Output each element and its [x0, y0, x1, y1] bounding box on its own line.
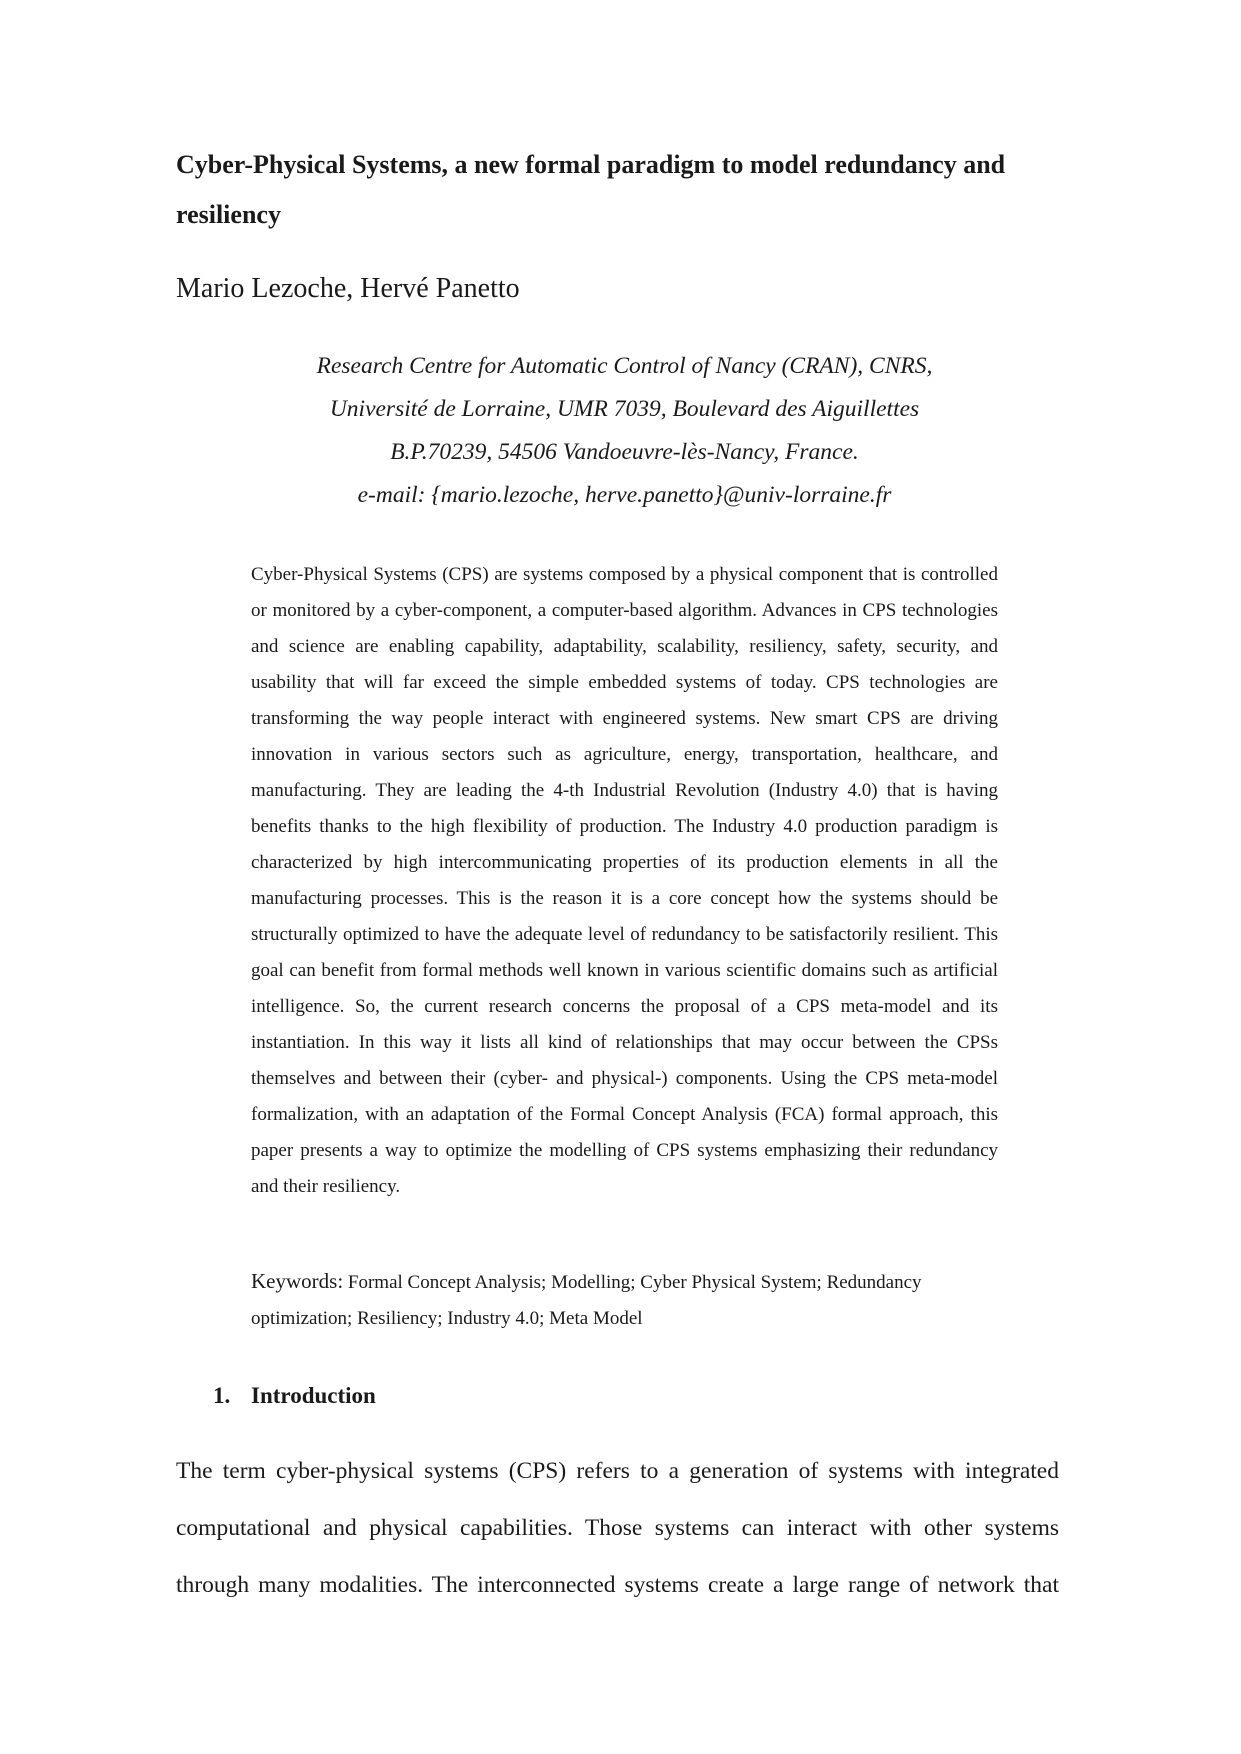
keywords-label: Keywords:	[251, 1269, 344, 1293]
author-list: Mario Lezoche, Hervé Panetto	[176, 273, 520, 304]
section-title: Introduction	[251, 1383, 376, 1408]
author-email: e-mail: {mario.lezoche, herve.panetto}@univ-lorraine.fr	[357, 482, 892, 508]
keywords	[251, 1263, 991, 1337]
affiliation-line: B.P.70239, 54506 Vandoeuvre-lès-Nancy, France.	[390, 439, 859, 465]
affiliation-block	[176, 345, 1073, 517]
section-heading	[213, 1380, 376, 1412]
keywords-text: Formal Concept Analysis; Modelling; Cyber Physical System; Redundancy optimization; Resiliency; Industry 4.0; Meta Model	[251, 1272, 922, 1329]
section-number: 1.	[213, 1383, 231, 1408]
body-paragraph: The term cyber-physical systems (CPS) refers to a generation of systems with integrated computational and physical capabilities. Those systems can interact with other systems through many modalities. The interconnected systems create a large range of network that	[176, 1458, 1059, 1598]
abstract: Cyber-Physical Systems (CPS) are systems composed by a physical component that is controlled or monitored by a cyber-component, a computer-based algorithm. Advances in CPS technologies and science are enabling capability, adaptability, scalability, resiliency, safety, security, and usability that will far exceed the simple embedded systems of today. CPS technologies are transforming the way people interact with engineered systems. New smart CPS are driving innovation in various sectors such as agriculture, energy, transportation, healthcare, and manufacturing. They are leading the 4-th Industrial Revolution (Industry 4.0) that is having benefits thanks to the high flexibility of production. The Industry 4.0 production paradigm is characterized by high intercommunicating properties of its production elements in all the manufacturing processes. This is the reason it is a core concept how the systems should be structurally optimized to have the adequate level of redundancy to be satisfactorily resilient. This goal can benefit from formal methods well known in various scientific domains such as artificial intelligence. So, the current research concerns the proposal of a CPS meta-model and its instantiation. In this way it lists all kind of relationships that may occur between the CPSs themselves and between their (cyber- and physical-) components. Using the CPS meta-model formalization, with an adaptation of the Formal Concept Analysis (FCA) formal approach, this paper presents a way to optimize the modelling of CPS systems emphasizing their redundancy and their resiliency.	[251, 564, 998, 1197]
affiliation-line: Université de Lorraine, UMR 7039, Boulevard des Aiguillettes	[329, 396, 920, 422]
paper-title: Cyber-Physical Systems, a new formal paradigm to model redundancy and resiliency	[176, 150, 1006, 229]
affiliation-line: Research Centre for Automatic Control of Nancy (CRAN), CNRS,	[316, 353, 933, 379]
